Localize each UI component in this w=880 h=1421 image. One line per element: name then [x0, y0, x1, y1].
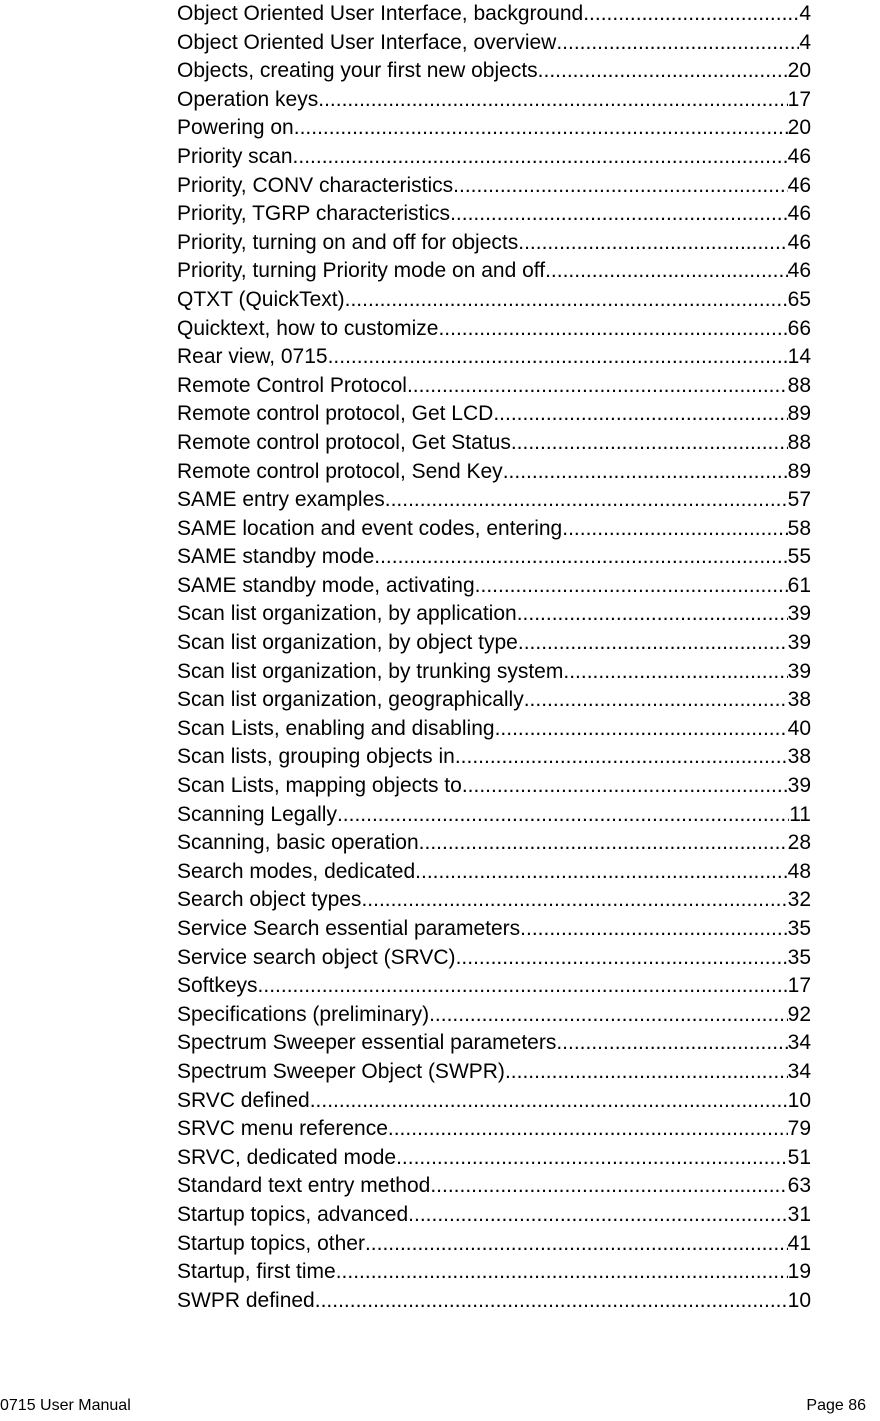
- index-entry: [177, 600, 811, 629]
- index-entry: [177, 343, 811, 372]
- index-page-number: 79: [787, 1117, 811, 1141]
- dot-leader: [511, 429, 788, 458]
- dot-leader: [310, 1087, 788, 1116]
- index-topic: Service search object (SRVC): [177, 945, 456, 969]
- dot-leader: [556, 1029, 787, 1058]
- index-topic: Spectrum Sweeper Object (SWPR): [177, 1059, 505, 1083]
- index-entry: [177, 658, 811, 687]
- index-entry: [177, 858, 811, 887]
- index-entry: [177, 486, 811, 515]
- index-topic: Remote Control Protocol: [177, 373, 407, 397]
- index-page-number: 51: [787, 1145, 811, 1169]
- index-topic: Scan list organization, geographically: [177, 688, 524, 712]
- index-page-number: 14: [787, 345, 811, 369]
- dot-leader: [345, 286, 788, 315]
- index-entry: [177, 515, 811, 544]
- index-topic: Scan Lists, enabling and disabling: [177, 716, 495, 740]
- index-topic: Priority, turning on and off for objects: [177, 230, 519, 254]
- index-topic: SRVC, dedicated mode: [177, 1145, 397, 1169]
- index-topic: SAME location and event codes, entering: [177, 516, 563, 540]
- index-page-number: 46: [787, 144, 811, 168]
- index-page-number: 46: [787, 259, 811, 283]
- index-entry: [177, 886, 811, 915]
- dot-leader: [407, 372, 788, 401]
- index-topic: Objects, creating your first new objects: [177, 59, 538, 83]
- index-topic: Startup, first time: [177, 1260, 336, 1284]
- index-page-number: 39: [787, 631, 811, 655]
- index-page-number: 39: [787, 774, 811, 798]
- index-topic: Scanning, basic operation: [177, 831, 419, 855]
- index-topic: SRVC defined: [177, 1088, 310, 1112]
- index-entry: [177, 1058, 811, 1087]
- dot-leader: [408, 1201, 787, 1230]
- index-entry: [177, 1258, 811, 1287]
- dot-leader: [315, 1287, 788, 1316]
- index-topic: SAME standby mode: [177, 545, 375, 569]
- index-page-number: 61: [787, 573, 811, 597]
- index-entry: [177, 944, 811, 973]
- dot-leader: [518, 629, 788, 658]
- index-page-number: 46: [787, 173, 811, 197]
- index-entry: [177, 0, 811, 29]
- dot-leader: [455, 743, 788, 772]
- index-entry: [177, 200, 811, 229]
- index-topic: Object Oriented User Interface, overview: [177, 30, 557, 54]
- dot-leader: [583, 0, 799, 29]
- dot-leader: [328, 343, 788, 372]
- index-page-number: 40: [787, 716, 811, 740]
- dot-leader: [493, 400, 787, 429]
- index-topic: Scan Lists, mapping objects to: [177, 774, 462, 798]
- index-topic: SRVC menu reference: [177, 1117, 388, 1141]
- index-topic: Quicktext, how to customize: [177, 316, 439, 340]
- dot-leader: [556, 29, 799, 58]
- dot-leader: [462, 772, 788, 801]
- index-entry: [177, 458, 811, 487]
- dot-leader: [337, 801, 789, 830]
- footer-manual-title: 0715 User Manual: [0, 1397, 131, 1414]
- index-entry: [177, 114, 811, 143]
- dot-leader: [396, 1144, 788, 1173]
- index-topic: Standard text entry method: [177, 1174, 431, 1198]
- index-topic: Softkeys: [177, 974, 258, 998]
- dot-leader: [453, 172, 787, 201]
- index-page-number: 19: [787, 1260, 811, 1284]
- index-page-number: 65: [787, 287, 811, 311]
- index-entry: [177, 29, 811, 58]
- index-page-number: 92: [787, 1002, 811, 1026]
- dot-leader: [293, 143, 788, 172]
- index-entry: [177, 1144, 811, 1173]
- index-page-number: 17: [787, 87, 811, 111]
- dot-leader: [562, 515, 787, 544]
- index-topic: Scanning Legally: [177, 802, 337, 826]
- index-page-number: 48: [787, 859, 811, 883]
- index-topic: Scan list organization, by application: [177, 602, 517, 626]
- index-list: [177, 0, 811, 1315]
- dot-leader: [505, 1058, 788, 1087]
- dot-leader: [563, 658, 787, 687]
- index-page-number: 88: [787, 373, 811, 397]
- index-topic: Service Search essential parameters: [177, 917, 521, 940]
- dot-leader: [429, 1001, 788, 1030]
- dot-leader: [258, 972, 788, 1001]
- dot-leader: [385, 486, 788, 515]
- index-page-number: 55: [787, 545, 811, 569]
- index-topic: Startup topics, other: [177, 1231, 365, 1255]
- index-page-number: 89: [787, 459, 811, 483]
- dot-leader: [419, 829, 788, 858]
- index-entry: [177, 1001, 811, 1030]
- index-entry: [177, 229, 811, 258]
- index-page-number: 38: [787, 745, 811, 769]
- index-page-number: 63: [787, 1174, 811, 1198]
- dot-leader: [518, 229, 787, 258]
- index-topic: Spectrum Sweeper essential parameters: [177, 1031, 557, 1055]
- index-entry: [177, 172, 811, 201]
- index-topic: SAME entry examples: [177, 488, 385, 512]
- footer-page-number: Page 86: [806, 1397, 866, 1414]
- index-page-number: 20: [787, 116, 811, 140]
- index-entry: [177, 1172, 811, 1201]
- index-topic: Scan lists, grouping objects in: [177, 745, 455, 769]
- index-entry: [177, 715, 811, 744]
- index-page-number: 34: [787, 1059, 811, 1083]
- dot-leader: [495, 715, 788, 744]
- index-page-number: 88: [787, 430, 811, 454]
- index-page-number: 10: [787, 1288, 811, 1312]
- dot-leader: [545, 257, 788, 286]
- dot-leader: [430, 1172, 787, 1201]
- index-topic: QTXT (QuickText): [177, 287, 345, 311]
- index-entry: [177, 372, 811, 401]
- index-topic: Remote control protocol, Get Status: [177, 430, 511, 454]
- dot-leader: [524, 686, 788, 715]
- index-entry: [177, 629, 811, 658]
- index-topic: Search modes, dedicated: [177, 859, 416, 883]
- index-topic: Startup topics, advanced: [177, 1202, 409, 1226]
- index-page-number: 10: [787, 1088, 811, 1112]
- index-page-number: 39: [787, 659, 811, 683]
- index-entry: [177, 1201, 811, 1230]
- index-entry: [177, 1230, 811, 1259]
- dot-leader: [336, 1258, 788, 1287]
- index-topic: Remote control protocol, Get LCD: [177, 402, 494, 426]
- index-topic: Scan list organization, by object type: [177, 631, 518, 655]
- index-topic: Powering on: [177, 116, 294, 140]
- index-entry: [177, 400, 811, 429]
- index-entry: [177, 686, 811, 715]
- index-topic: Priority, turning Priority mode on and off: [177, 259, 546, 283]
- index-entry: [177, 915, 811, 944]
- index-entry: [177, 972, 811, 1001]
- index-topic: Operation keys: [177, 87, 319, 111]
- index-entry: [177, 743, 811, 772]
- dot-leader: [318, 86, 787, 115]
- dot-leader: [294, 114, 788, 143]
- index-page-number: 38: [787, 688, 811, 712]
- dot-leader: [538, 57, 788, 86]
- index-entry: [177, 543, 811, 572]
- dot-leader: [438, 315, 787, 344]
- index-page-number: 35: [787, 917, 811, 940]
- index-entry: [177, 1287, 811, 1316]
- index-entry: [177, 429, 811, 458]
- index-entry: [177, 143, 811, 172]
- index-entry: [177, 772, 811, 801]
- index-page-number: 46: [787, 230, 811, 254]
- index-page-number: 35: [787, 945, 811, 969]
- index-page-number: 20: [787, 59, 811, 83]
- index-page-number: 46: [787, 202, 811, 226]
- index-topic: Object Oriented User Interface, background: [177, 2, 584, 25]
- index-topic: Priority scan: [177, 144, 293, 168]
- index-topic: Search object types: [177, 888, 362, 912]
- index-entry: [177, 572, 811, 601]
- index-entry: [177, 801, 811, 830]
- index-page-number: 34: [787, 1031, 811, 1055]
- index-page-number: 4: [799, 30, 811, 54]
- index-entry: [177, 57, 811, 86]
- dot-leader: [365, 1230, 788, 1259]
- dot-leader: [374, 543, 787, 572]
- index-entry: [177, 257, 811, 286]
- dot-leader: [520, 915, 787, 944]
- dot-leader: [475, 572, 788, 601]
- index-page-number: 39: [787, 602, 811, 626]
- index-page-number: 57: [787, 488, 811, 512]
- dot-leader: [503, 458, 788, 487]
- index-page-number: 28: [787, 831, 811, 855]
- index-topic: Rear view, 0715: [177, 345, 328, 369]
- dot-leader: [415, 858, 787, 887]
- index-page-number: 41: [787, 1231, 811, 1255]
- index-topic: Specifications (preliminary): [177, 1002, 430, 1026]
- dot-leader: [456, 944, 788, 973]
- index-entry: [177, 829, 811, 858]
- index-entry: [177, 1087, 811, 1116]
- index-entry: [177, 86, 811, 115]
- index-page-number: 11: [789, 802, 811, 826]
- index-page-number: 32: [787, 888, 811, 912]
- index-topic: Priority, CONV characteristics: [177, 173, 454, 197]
- index-entry: [177, 286, 811, 315]
- index-topic: SWPR defined: [177, 1288, 315, 1312]
- index-page-number: 4: [799, 2, 811, 25]
- index-topic: Priority, TGRP characteristics: [177, 202, 451, 226]
- index-page-number: 89: [787, 402, 811, 426]
- index-page-number: 31: [787, 1202, 811, 1226]
- dot-leader: [517, 600, 788, 629]
- index-page-number: 66: [787, 316, 811, 340]
- index-page-number: 17: [787, 974, 811, 998]
- dot-leader: [450, 200, 788, 229]
- index-topic: SAME standby mode, activating: [177, 573, 475, 597]
- page-footer: [0, 1397, 880, 1421]
- index-page-number: 58: [787, 516, 811, 540]
- index-topic: Remote control protocol, Send Key: [177, 459, 503, 483]
- index-entry: [177, 315, 811, 344]
- dot-leader: [361, 886, 787, 915]
- dot-leader: [388, 1115, 788, 1144]
- index-entry: [177, 1115, 811, 1144]
- index-topic: Scan list organization, by trunking system: [177, 659, 564, 683]
- index-entry: [177, 1029, 811, 1058]
